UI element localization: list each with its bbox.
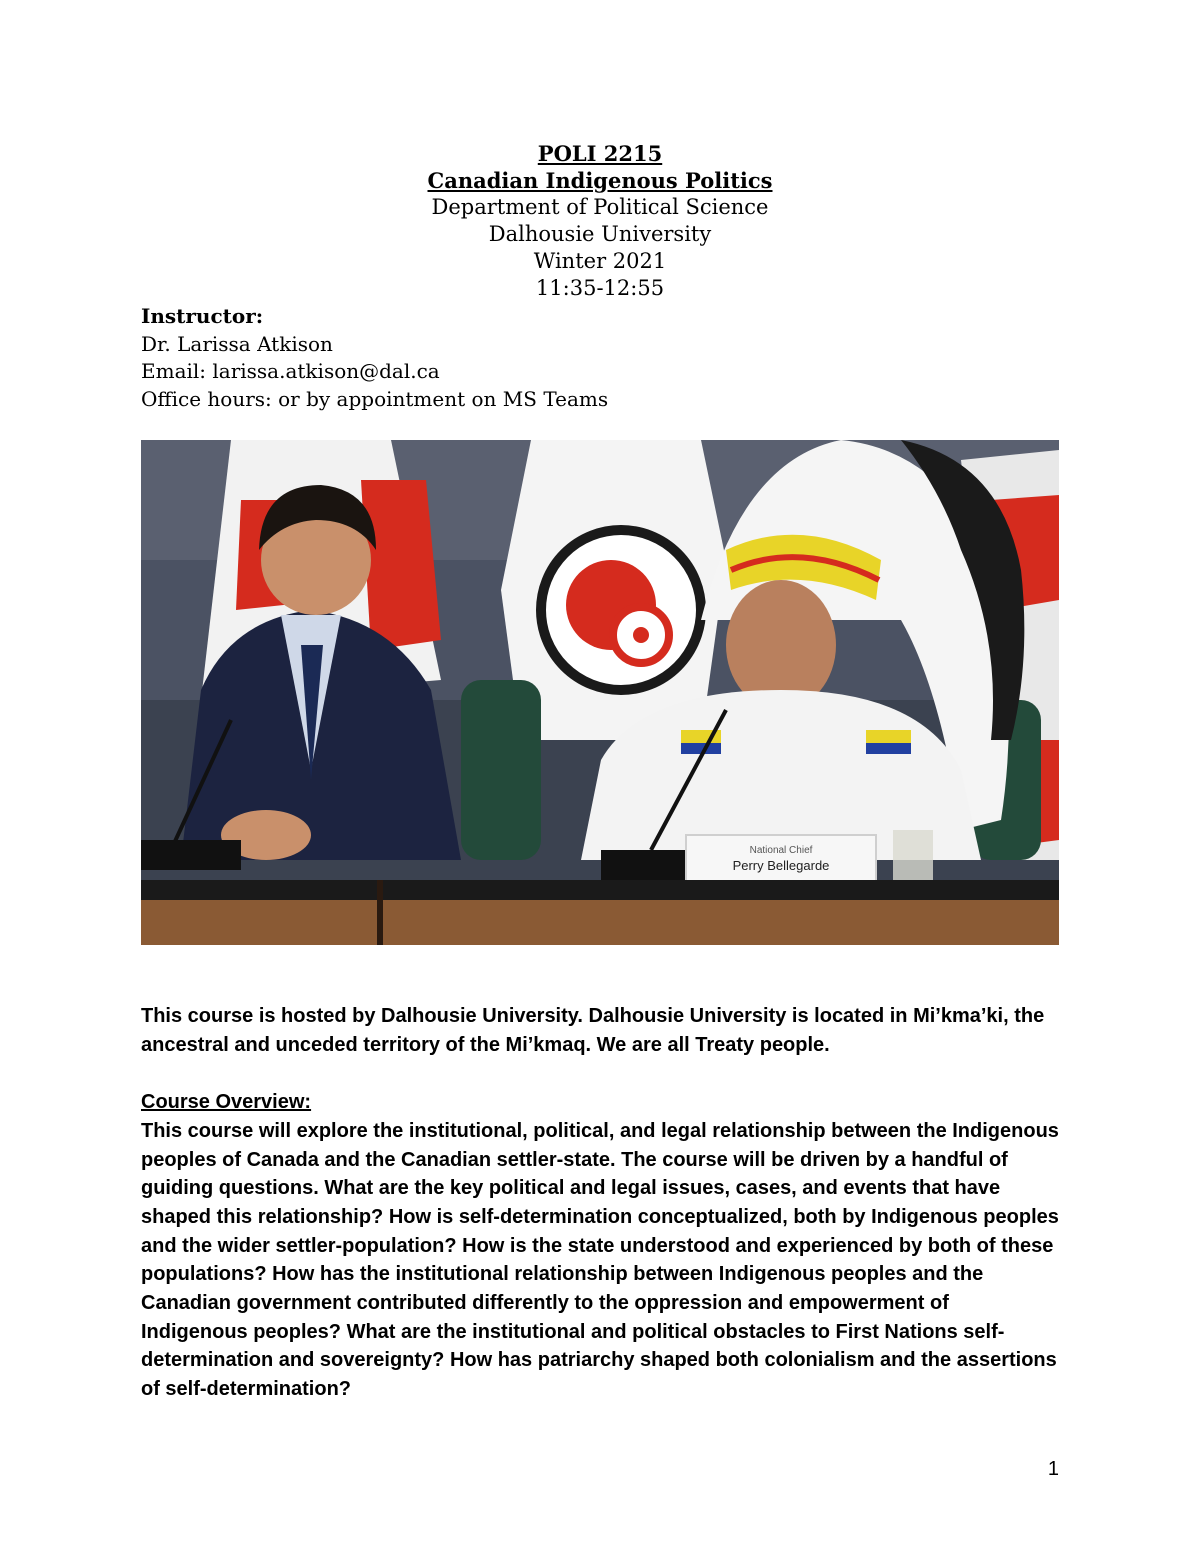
meeting-photo <box>141 440 1059 945</box>
instructor-name: Dr. Larissa Atkison <box>141 331 333 356</box>
office-hours: Office hours: or by appointment on MS Teams <box>141 386 609 411</box>
overview-heading: Course Overview: <box>141 1091 312 1114</box>
instructor-email: Email: larissa.atkison@dal.ca <box>141 359 440 383</box>
land-acknowledgement: This course is hosted by Dalhousie University. Dalhousie University is located in Mi’kma’ki, the ancestral and unceded territory of the Mi’kmaq. We are all Treaty people. <box>141 1005 1045 1056</box>
course-header <box>140 140 1060 302</box>
university: Dalhousie University <box>488 222 712 246</box>
overview-paragraph: This course will explore the institutional, political, and legal relationship between the Indigenous peoples of Canada and the Canadian settler-state. The course will be driven by a handful of guiding questions. What are the key political and legal issues, cases, and events that have shaped this relationship? How is self-determination conceptualized, both by Indigenous peoples and the wider settler-population? How is the state understood and experienced by both of these populations? How has the institutional relationship between Indigenous peoples and the Canadian government contributed differently to the oppression and empowerment of Indigenous peoples? What are the institutional and political obstacles to First Nations self-determination and sovereignty? How has patriarchy shaped both colonialism and the assertions of self-determination? <box>141 1119 1059 1401</box>
course-code: POLI 2215 <box>537 141 663 166</box>
term: Winter 2021 <box>533 249 667 273</box>
course-title: Canadian Indigenous Politics <box>427 168 773 193</box>
department: Department of Political Science <box>431 195 769 219</box>
instructor-block <box>141 303 1041 413</box>
body-text <box>141 1002 1061 1404</box>
page-number: 1 <box>1047 1458 1059 1480</box>
class-time: 11:35-12:55 <box>535 276 665 300</box>
nameplate-name: Perry Bellegarde <box>732 858 830 873</box>
instructor-label: Instructor: <box>141 304 264 328</box>
nameplate-title: National Chief <box>749 845 813 856</box>
